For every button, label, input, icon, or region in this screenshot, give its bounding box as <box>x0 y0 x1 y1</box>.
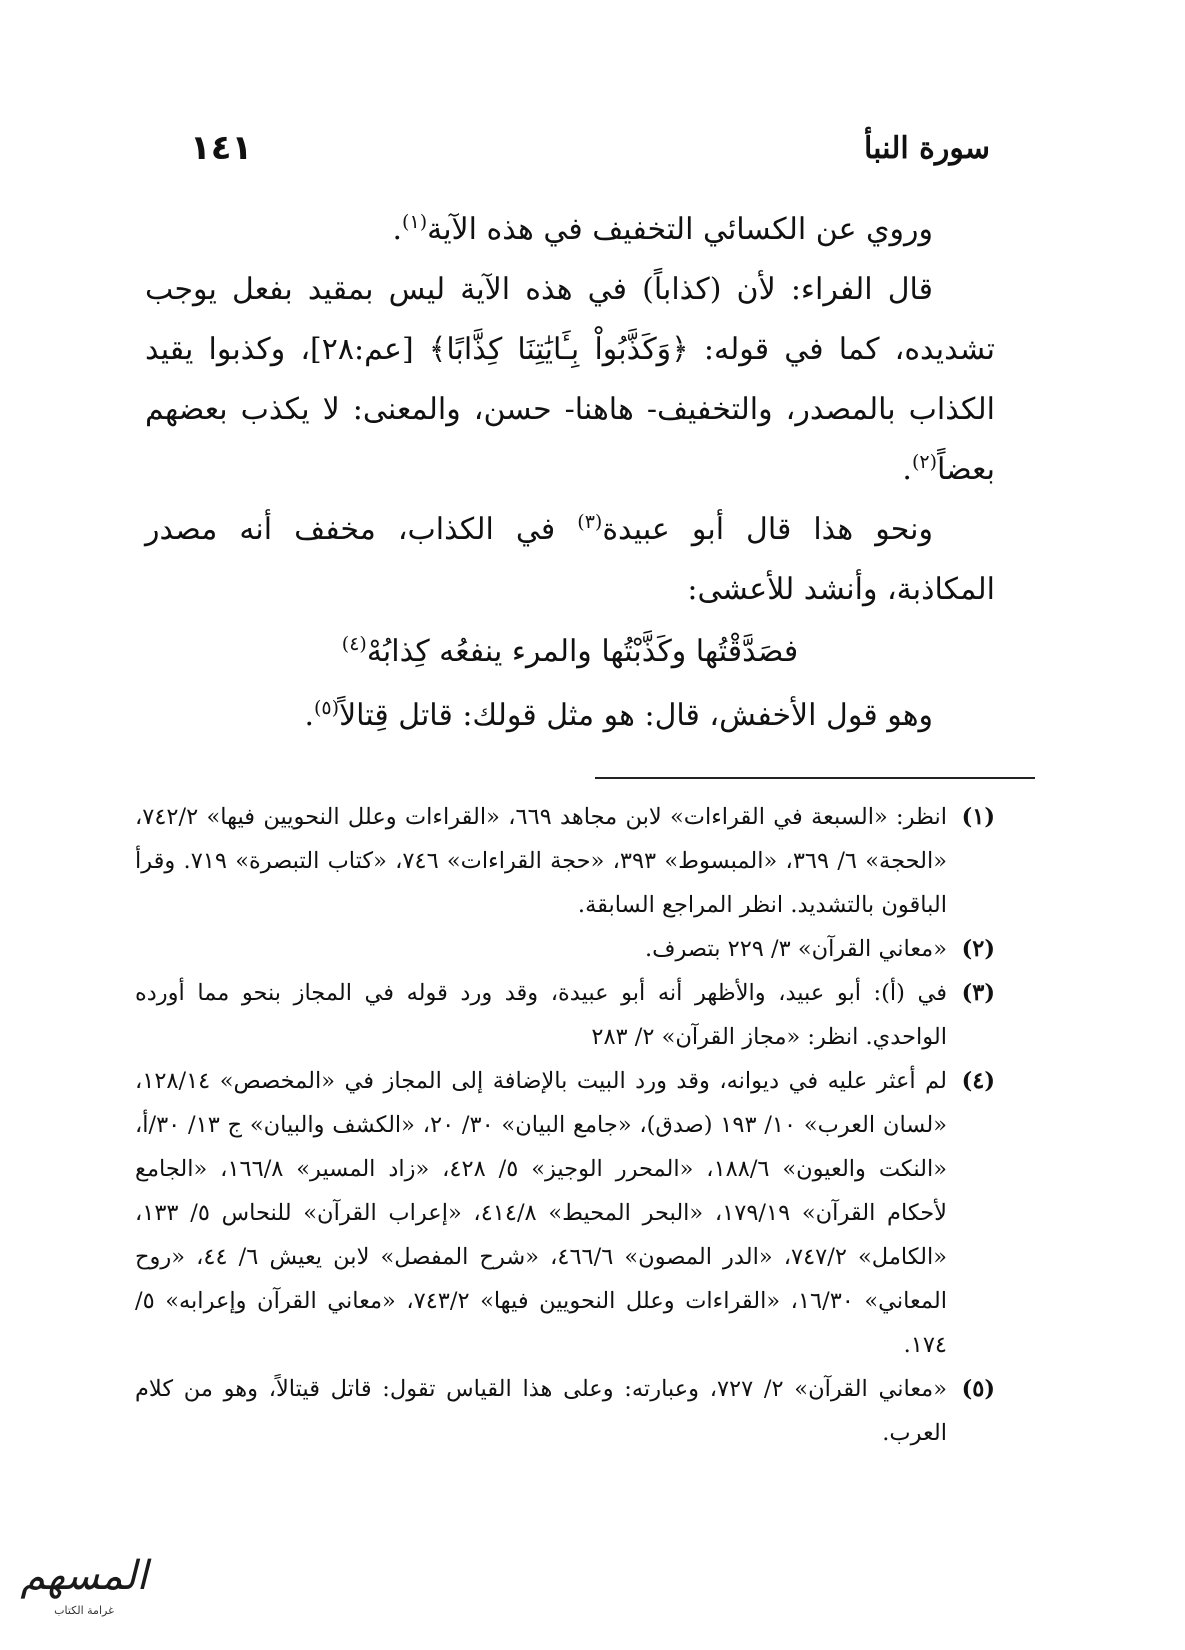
footnote-number: (١) <box>961 804 995 830</box>
footnote-ref-4[interactable]: (٤) <box>341 633 367 655</box>
surah-name: سورة النبأ <box>863 130 990 166</box>
poetry-verse-text: فصَدَّقْتُها وكَذَّبْتُها والمرء ينفعُه كِذابُهْ <box>366 634 799 669</box>
footnote-number: (٥) <box>961 1376 995 1402</box>
body-text <box>145 200 995 746</box>
footnote-1 <box>135 795 995 927</box>
paragraph-3 <box>145 500 995 620</box>
paragraph-1-end: . <box>392 212 403 247</box>
footnote-5 <box>135 1367 995 1455</box>
paragraph-2-end: . <box>902 452 912 487</box>
footnote-text: لم أعثر عليه في ديوانه، وقد ورد البيت بالإضافة إلى المجاز في «المخصص» ١٢٨/١٤، «لسان العرب» ١٠/ ١٩٣ (صدق)، «جامع البيان» ٣٠/ ٢٠، «الكشف والبيان» ج ١٣/ ٣٠/أ، «النكت والعيون» ١٨٨/٦، «المحرر الوجيز» ٥/ ٤٢٨، «زاد المسير» ١٦٦/٨، «الجامع لأحكام القرآن» ١٧٩/١٩، «البحر المحيط» ٤١٤/٨، «إعراب القرآن» للنحاس ٥/ ١٣٣، «الكامل» ٧٤٧/٢، «الدر المصون» ٤٦٦/٦، «شرح المفصل» لابن يعيش ٦/ ٤٤، «روح المعاني» ١٦/٣٠، «القراءات وعلل النحويين فيها» ٧٤٣/٢، «معاني القرآن وإعرابه» ٥/ ١٧٤. <box>135 1068 948 1358</box>
footnote-number: (٢) <box>961 936 995 962</box>
footnote-text: في (أ): أبو عبيد، والأظهر أنه أبو عبيدة، وقد ورد قوله في المجاز بنحو مما أورده الواحدي. انظر: «مجاز القرآن» ٢/ ٢٨٣ <box>135 980 947 1050</box>
paragraph-4 <box>145 686 995 746</box>
poetry-verse <box>145 622 995 682</box>
paragraph-3-text-b: في الكذاب، مخفف أنه مصدر المكاذبة، وأنشد للأعشى: <box>145 512 995 607</box>
footnote-number: (٣) <box>961 980 995 1006</box>
paragraph-1 <box>145 200 995 260</box>
paragraph-4-text: وهو قول الأخفش، قال: هو مثل قولك: قاتل قِتالاً <box>339 698 933 733</box>
footnote-text: «معاني القرآن» ٢/ ٧٢٧، وعبارته: وعلى هذا القياس تقول: قاتل قيتالاً، وهو من كلام العرب. <box>135 1376 947 1446</box>
footnote-3 <box>135 971 995 1059</box>
paragraph-2-text: قال الفراء: لأن (كذاباً) في هذه الآية ليس بمقيد بفعل يوجب تشديده، كما في قوله: ﴿وَكَذَّبُواْ بِـَٔايَٰتِنَا كِذَّابًا﴾ [عم:٢٨]، وكذبوا يقيد الكذاب بالمصدر، والتخفيف- هاهنا- حسن، والمعنى: لا يكذب بعضهم بعضاً <box>145 272 995 487</box>
footnote-ref-1[interactable]: (١) <box>402 211 428 233</box>
footnote-text: «معاني القرآن» ٣/ ٢٢٩ بتصرف. <box>645 936 947 962</box>
footnote-ref-2[interactable]: (٢) <box>911 451 938 473</box>
footnote-ref-3[interactable]: (٣) <box>577 511 603 533</box>
footnote-4 <box>135 1059 995 1367</box>
publisher-logo <box>14 1548 154 1628</box>
paragraph-3-text-a: ونحو هذا قال أبو عبيدة <box>602 512 933 547</box>
footnote-separator <box>595 777 1035 779</box>
paragraph-4-end: . <box>304 698 314 733</box>
footnote-ref-5[interactable]: (٥) <box>314 697 340 719</box>
running-head <box>190 118 990 178</box>
footnote-number: (٤) <box>961 1068 995 1094</box>
footnote-2 <box>135 927 995 971</box>
footnotes <box>135 795 995 1455</box>
logo-calligraphy: المسهم <box>20 1553 148 1599</box>
footnote-text: انظر: «السبعة في القراءات» لابن مجاهد ٦٦٩، «القراءات وعلل النحويين فيها» ٧٤٢/٢، «الحجة» ٦/ ٣٦٩، «المبسوط» ٣٩٣، «حجة القراءات» ٧٤٦، «كتاب التبصرة» ٧١٩. وقرأ الباقون بالتشديد. انظر المراجع السابقة. <box>135 804 947 918</box>
paragraph-2 <box>145 260 995 500</box>
logo-subtitle: غرامة الكتاب <box>54 1604 114 1617</box>
page-number: ١٤١ <box>190 128 253 168</box>
paragraph-1-text: وروي عن الكسائي التخفيف في هذه الآية <box>427 212 933 247</box>
